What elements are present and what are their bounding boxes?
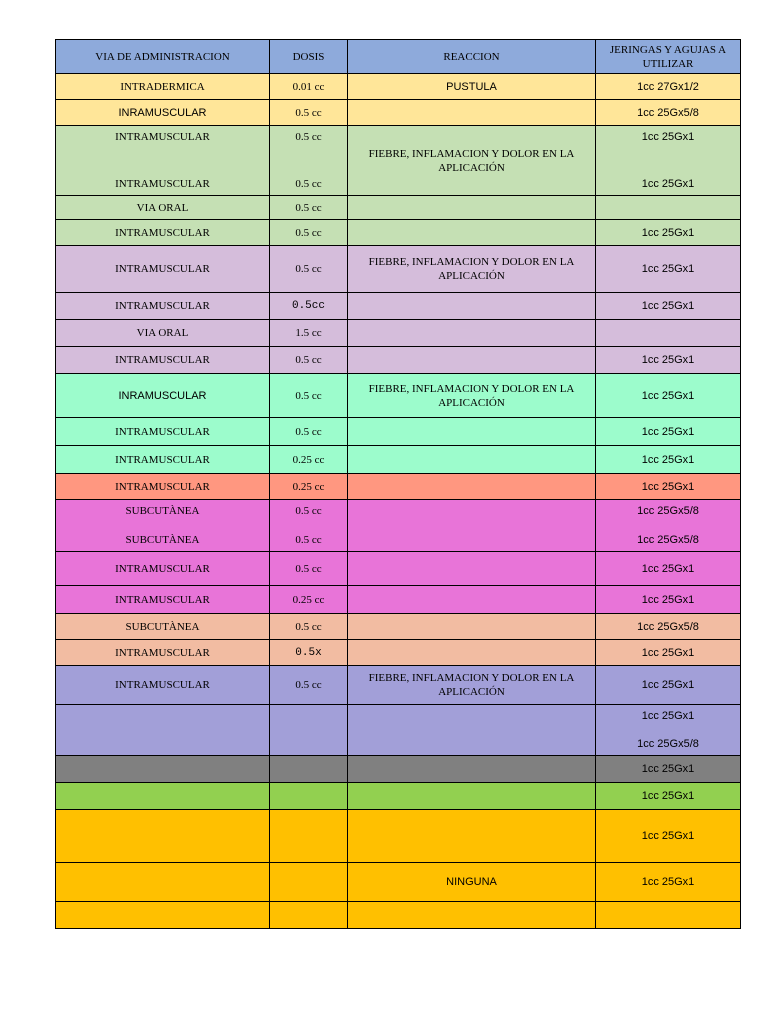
jeringas-cell (596, 705, 741, 756)
reaccion-cell (348, 640, 596, 666)
via-cell: INTRAMUSCULAR (56, 446, 270, 474)
via-cell (56, 810, 270, 863)
reaccion-cell (348, 220, 596, 246)
reaccion-cell (348, 705, 596, 756)
reaccion-cell (348, 810, 596, 863)
dosis-cell (270, 705, 348, 756)
jeringas-cell: 1cc 25Gx1 (596, 347, 741, 374)
jeringas-cell: 1cc 25Gx1 (596, 220, 741, 246)
via-cell (56, 783, 270, 810)
jeringas-cell: 1cc 25Gx1 (596, 246, 741, 293)
table-row (56, 446, 741, 474)
table-row (56, 320, 741, 347)
via-cell (56, 902, 270, 929)
jeringas-cell: 1cc 25Gx1 (596, 446, 741, 474)
via-cell-line: INTRAMUSCULAR (115, 178, 210, 190)
table-row (56, 374, 741, 418)
table-body (56, 74, 741, 929)
dosis-cell: 0.5 cc (270, 374, 348, 418)
header-dosis: DOSIS (270, 40, 348, 74)
dosis-cell (270, 810, 348, 863)
dosis-cell: 0.5 cc (270, 614, 348, 640)
dosis-cell: 0.5 cc (270, 666, 348, 705)
dosis-cell (270, 756, 348, 783)
dosis-cell: 0.25 cc (270, 586, 348, 614)
via-cell: INRAMUSCULAR (56, 100, 270, 126)
reaccion-cell (348, 347, 596, 374)
jeringas-cell: 1cc 25Gx1 (596, 783, 741, 810)
dosis-cell: 0.5cc (270, 293, 348, 320)
dosis-cell: 0.5 cc (270, 220, 348, 246)
jeringas-cell-line: 1cc 25Gx5/8 (637, 505, 699, 517)
dosis-cell: 0.25 cc (270, 446, 348, 474)
table-row (56, 418, 741, 446)
table-row (56, 705, 741, 756)
dosis-cell: 0.5 cc (270, 347, 348, 374)
table-header-row (56, 40, 741, 74)
jeringas-cell: 1cc 25Gx1 (596, 474, 741, 500)
jeringas-cell: 1cc 25Gx1 (596, 666, 741, 705)
jeringas-cell: 1cc 25Gx1 (596, 552, 741, 586)
dosis-cell (270, 500, 348, 552)
reaccion-cell (348, 100, 596, 126)
table-row (56, 614, 741, 640)
vaccine-table (55, 39, 741, 929)
jeringas-cell: 1cc 25Gx1 (596, 586, 741, 614)
via-cell: INTRAMUSCULAR (56, 586, 270, 614)
dosis-cell (270, 783, 348, 810)
dosis-cell: 0.5 cc (270, 196, 348, 220)
table-row (56, 293, 741, 320)
reaccion-cell (348, 418, 596, 446)
jeringas-cell: 1cc 25Gx1 (596, 418, 741, 446)
via-cell (56, 500, 270, 552)
table-row (56, 246, 741, 293)
table-row (56, 586, 741, 614)
reaccion-cell (348, 586, 596, 614)
dosis-cell: 0.5 cc (270, 418, 348, 446)
via-cell: VIA ORAL (56, 196, 270, 220)
reaccion-cell (348, 293, 596, 320)
reaccion-cell: PUSTULA (348, 74, 596, 100)
table-row (56, 220, 741, 246)
jeringas-cell: 1cc 27Gx1/2 (596, 74, 741, 100)
reaccion-cell: FIEBRE, INFLAMACION Y DOLOR EN LA APLICACIÓN (348, 666, 596, 705)
reaccion-cell (348, 552, 596, 586)
jeringas-cell: 1cc 25Gx1 (596, 863, 741, 902)
dosis-cell (270, 902, 348, 929)
dosis-cell: 0.5 cc (270, 552, 348, 586)
reaccion-cell (348, 756, 596, 783)
jeringas-cell-line: 1cc 25Gx5/8 (637, 738, 699, 750)
table-row (56, 863, 741, 902)
table-row (56, 126, 741, 196)
via-cell: INTRAMUSCULAR (56, 220, 270, 246)
reaccion-cell (348, 320, 596, 347)
via-cell: INRAMUSCULAR (56, 374, 270, 418)
reaccion-cell (348, 614, 596, 640)
header-via: VIA DE ADMINISTRACION (56, 40, 270, 74)
jeringas-cell: 1cc 25Gx5/8 (596, 100, 741, 126)
reaccion-cell (348, 500, 596, 552)
dosis-cell: 0.5x (270, 640, 348, 666)
reaccion-cell: FIEBRE, INFLAMACION Y DOLOR EN LA APLICACIÓN (348, 374, 596, 418)
dosis-cell-line: 0.5 cc (295, 505, 322, 517)
reaccion-cell (348, 902, 596, 929)
via-cell-line: INTRAMUSCULAR (115, 131, 210, 143)
reaccion-cell: NINGUNA (348, 863, 596, 902)
jeringas-cell (596, 126, 741, 196)
via-cell: VIA ORAL (56, 320, 270, 347)
dosis-cell: 0.5 cc (270, 100, 348, 126)
table-row (56, 347, 741, 374)
table-row (56, 500, 741, 552)
table-row (56, 552, 741, 586)
reaccion-cell (348, 474, 596, 500)
table-row (56, 902, 741, 929)
jeringas-cell (596, 320, 741, 347)
via-cell: INTRADERMICA (56, 74, 270, 100)
via-cell: INTRAMUSCULAR (56, 246, 270, 293)
via-cell: INTRAMUSCULAR (56, 666, 270, 705)
jeringas-cell: 1cc 25Gx1 (596, 756, 741, 783)
jeringas-cell-line: 1cc 25Gx1 (641, 710, 695, 722)
via-cell: INTRAMUSCULAR (56, 347, 270, 374)
dosis-cell-line: 0.5 cc (295, 534, 322, 546)
table-row (56, 756, 741, 783)
jeringas-cell: 1cc 25Gx1 (596, 293, 741, 320)
jeringas-cell (596, 196, 741, 220)
via-cell: INTRAMUSCULAR (56, 552, 270, 586)
reaccion-cell (348, 783, 596, 810)
jeringas-cell (596, 902, 741, 929)
via-cell: INTRAMUSCULAR (56, 474, 270, 500)
via-cell-line: SUBCUTÀNEA (125, 505, 200, 517)
via-cell (56, 705, 270, 756)
table-row (56, 196, 741, 220)
dosis-cell-line: 0.5 cc (295, 131, 322, 143)
table-row (56, 74, 741, 100)
dosis-cell-line: 0.5 cc (295, 178, 322, 190)
jeringas-cell: 1cc 25Gx1 (596, 640, 741, 666)
via-cell (56, 126, 270, 196)
header-reaccion: REACCION (348, 40, 596, 74)
dosis-cell (270, 863, 348, 902)
dosis-cell: 0.25 cc (270, 474, 348, 500)
via-cell: INTRAMUSCULAR (56, 293, 270, 320)
dosis-cell (270, 126, 348, 196)
via-cell: INTRAMUSCULAR (56, 418, 270, 446)
jeringas-cell (596, 500, 741, 552)
dosis-cell: 0.5 cc (270, 246, 348, 293)
dosis-cell: 1.5 cc (270, 320, 348, 347)
table-row (56, 640, 741, 666)
via-cell: INTRAMUSCULAR (56, 640, 270, 666)
jeringas-cell-line: 1cc 25Gx1 (641, 131, 695, 143)
table-row (56, 474, 741, 500)
via-cell (56, 863, 270, 902)
dosis-cell: 0.01 cc (270, 74, 348, 100)
reaccion-cell: FIEBRE, INFLAMACION Y DOLOR EN LA APLICACIÓN (348, 126, 596, 196)
jeringas-cell-line: 1cc 25Gx5/8 (637, 534, 699, 546)
table-row (56, 666, 741, 705)
table-row (56, 100, 741, 126)
jeringas-cell: 1cc 25Gx1 (596, 810, 741, 863)
jeringas-cell: 1cc 25Gx1 (596, 374, 741, 418)
jeringas-cell: 1cc 25Gx5/8 (596, 614, 741, 640)
header-jeringas: JERINGAS Y AGUJAS A UTILIZAR (596, 40, 741, 74)
reaccion-cell (348, 196, 596, 220)
jeringas-cell-line: 1cc 25Gx1 (641, 178, 695, 190)
via-cell-line: SUBCUTÀNEA (125, 534, 200, 546)
table-row (56, 810, 741, 863)
via-cell: SUBCUTÀNEA (56, 614, 270, 640)
table-row (56, 783, 741, 810)
reaccion-cell (348, 446, 596, 474)
via-cell (56, 756, 270, 783)
reaccion-cell: FIEBRE, INFLAMACION Y DOLOR EN LA APLICACIÓN (348, 246, 596, 293)
